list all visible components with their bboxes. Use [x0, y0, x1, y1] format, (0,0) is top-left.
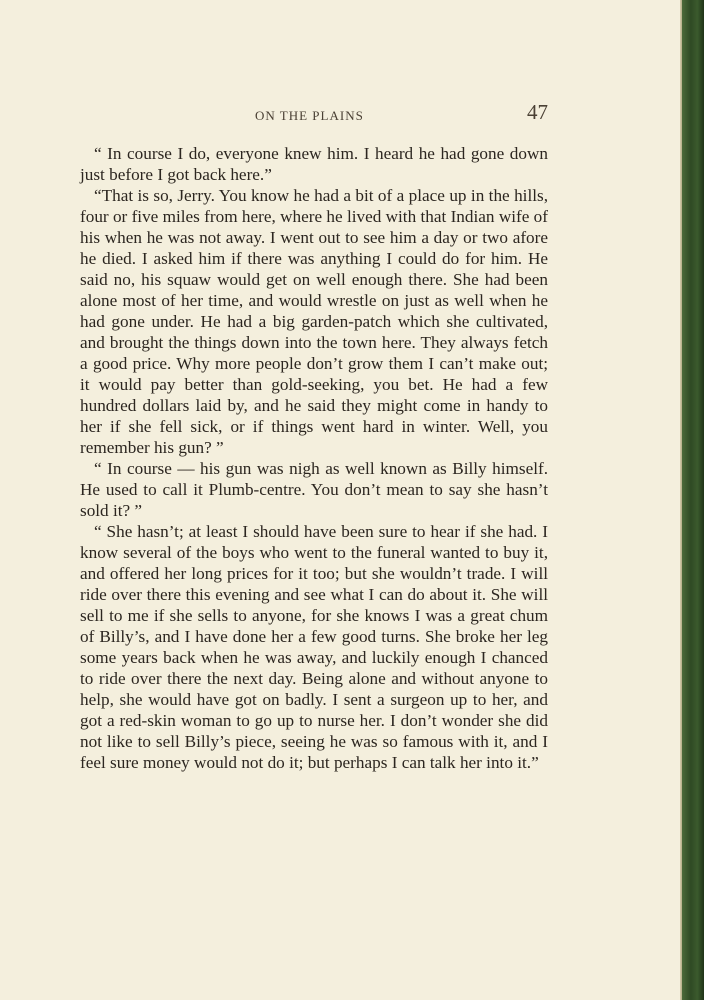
paragraph: “ She hasn’t; at least I should have been sure to hear if she had. I know several of the boys who went to the funeral wanted to buy it, and offered her long prices for it too; but she wouldn’t trade. I will ride over there this evening and see what I can do about it. She will sell to me if she sells to anyone, for she knows I was a great chum of Billy’s, and I have done her a few good turns. She broke her leg some years back when he was away, and luckily enough I chanced to ride over there the next day. Being alone and without anyone to help, she would have got on badly. I sent a surgeon up to her, and got a red-skin woman to go up to nurse her. I don’t wonder she did not like to sell Billy’s piece, seeing he was so famous with it, and I feel sure money would not do it; but perhaps I can talk her into it.”: [80, 522, 548, 772]
paragraph: “ In course I do, everyone knew him. I heard he had gone down just before I got back here.”: [80, 144, 548, 184]
page-header: [80, 100, 548, 130]
running-title: ON THE PLAINS: [255, 108, 364, 123]
body-text: [80, 143, 548, 773]
paragraph: “That is so, Jerry. You know he had a bit of a place up in the hills, four or five miles from here, where he lived with that Indian wife of his when he was not away. I went out to see him a day or two afore he died. I asked him if there was anything I could do for him. He said no, his squaw would get on well enough there. She had been alone most of her time, and would wrestle on just as well when he had gone under. He had a big garden-patch which she cultivated, and brought the things down into the town here. They always fetch a good price. Why more people don’t grow them I can’t make out; it would pay better than gold-seeking, you bet. He had a few hundred dollars laid by, and he said they might come in handy to her if she fell sick, or if things went hard in winter. Well, you remember his gun? ”: [80, 186, 548, 457]
page-number: 47: [527, 100, 548, 124]
book-spine: [682, 0, 704, 1000]
paragraph: “ In course — his gun was nigh as well known as Billy himself. He used to call it Plumb-centre. You don’t mean to say she hasn’t sold it? ”: [80, 459, 548, 520]
